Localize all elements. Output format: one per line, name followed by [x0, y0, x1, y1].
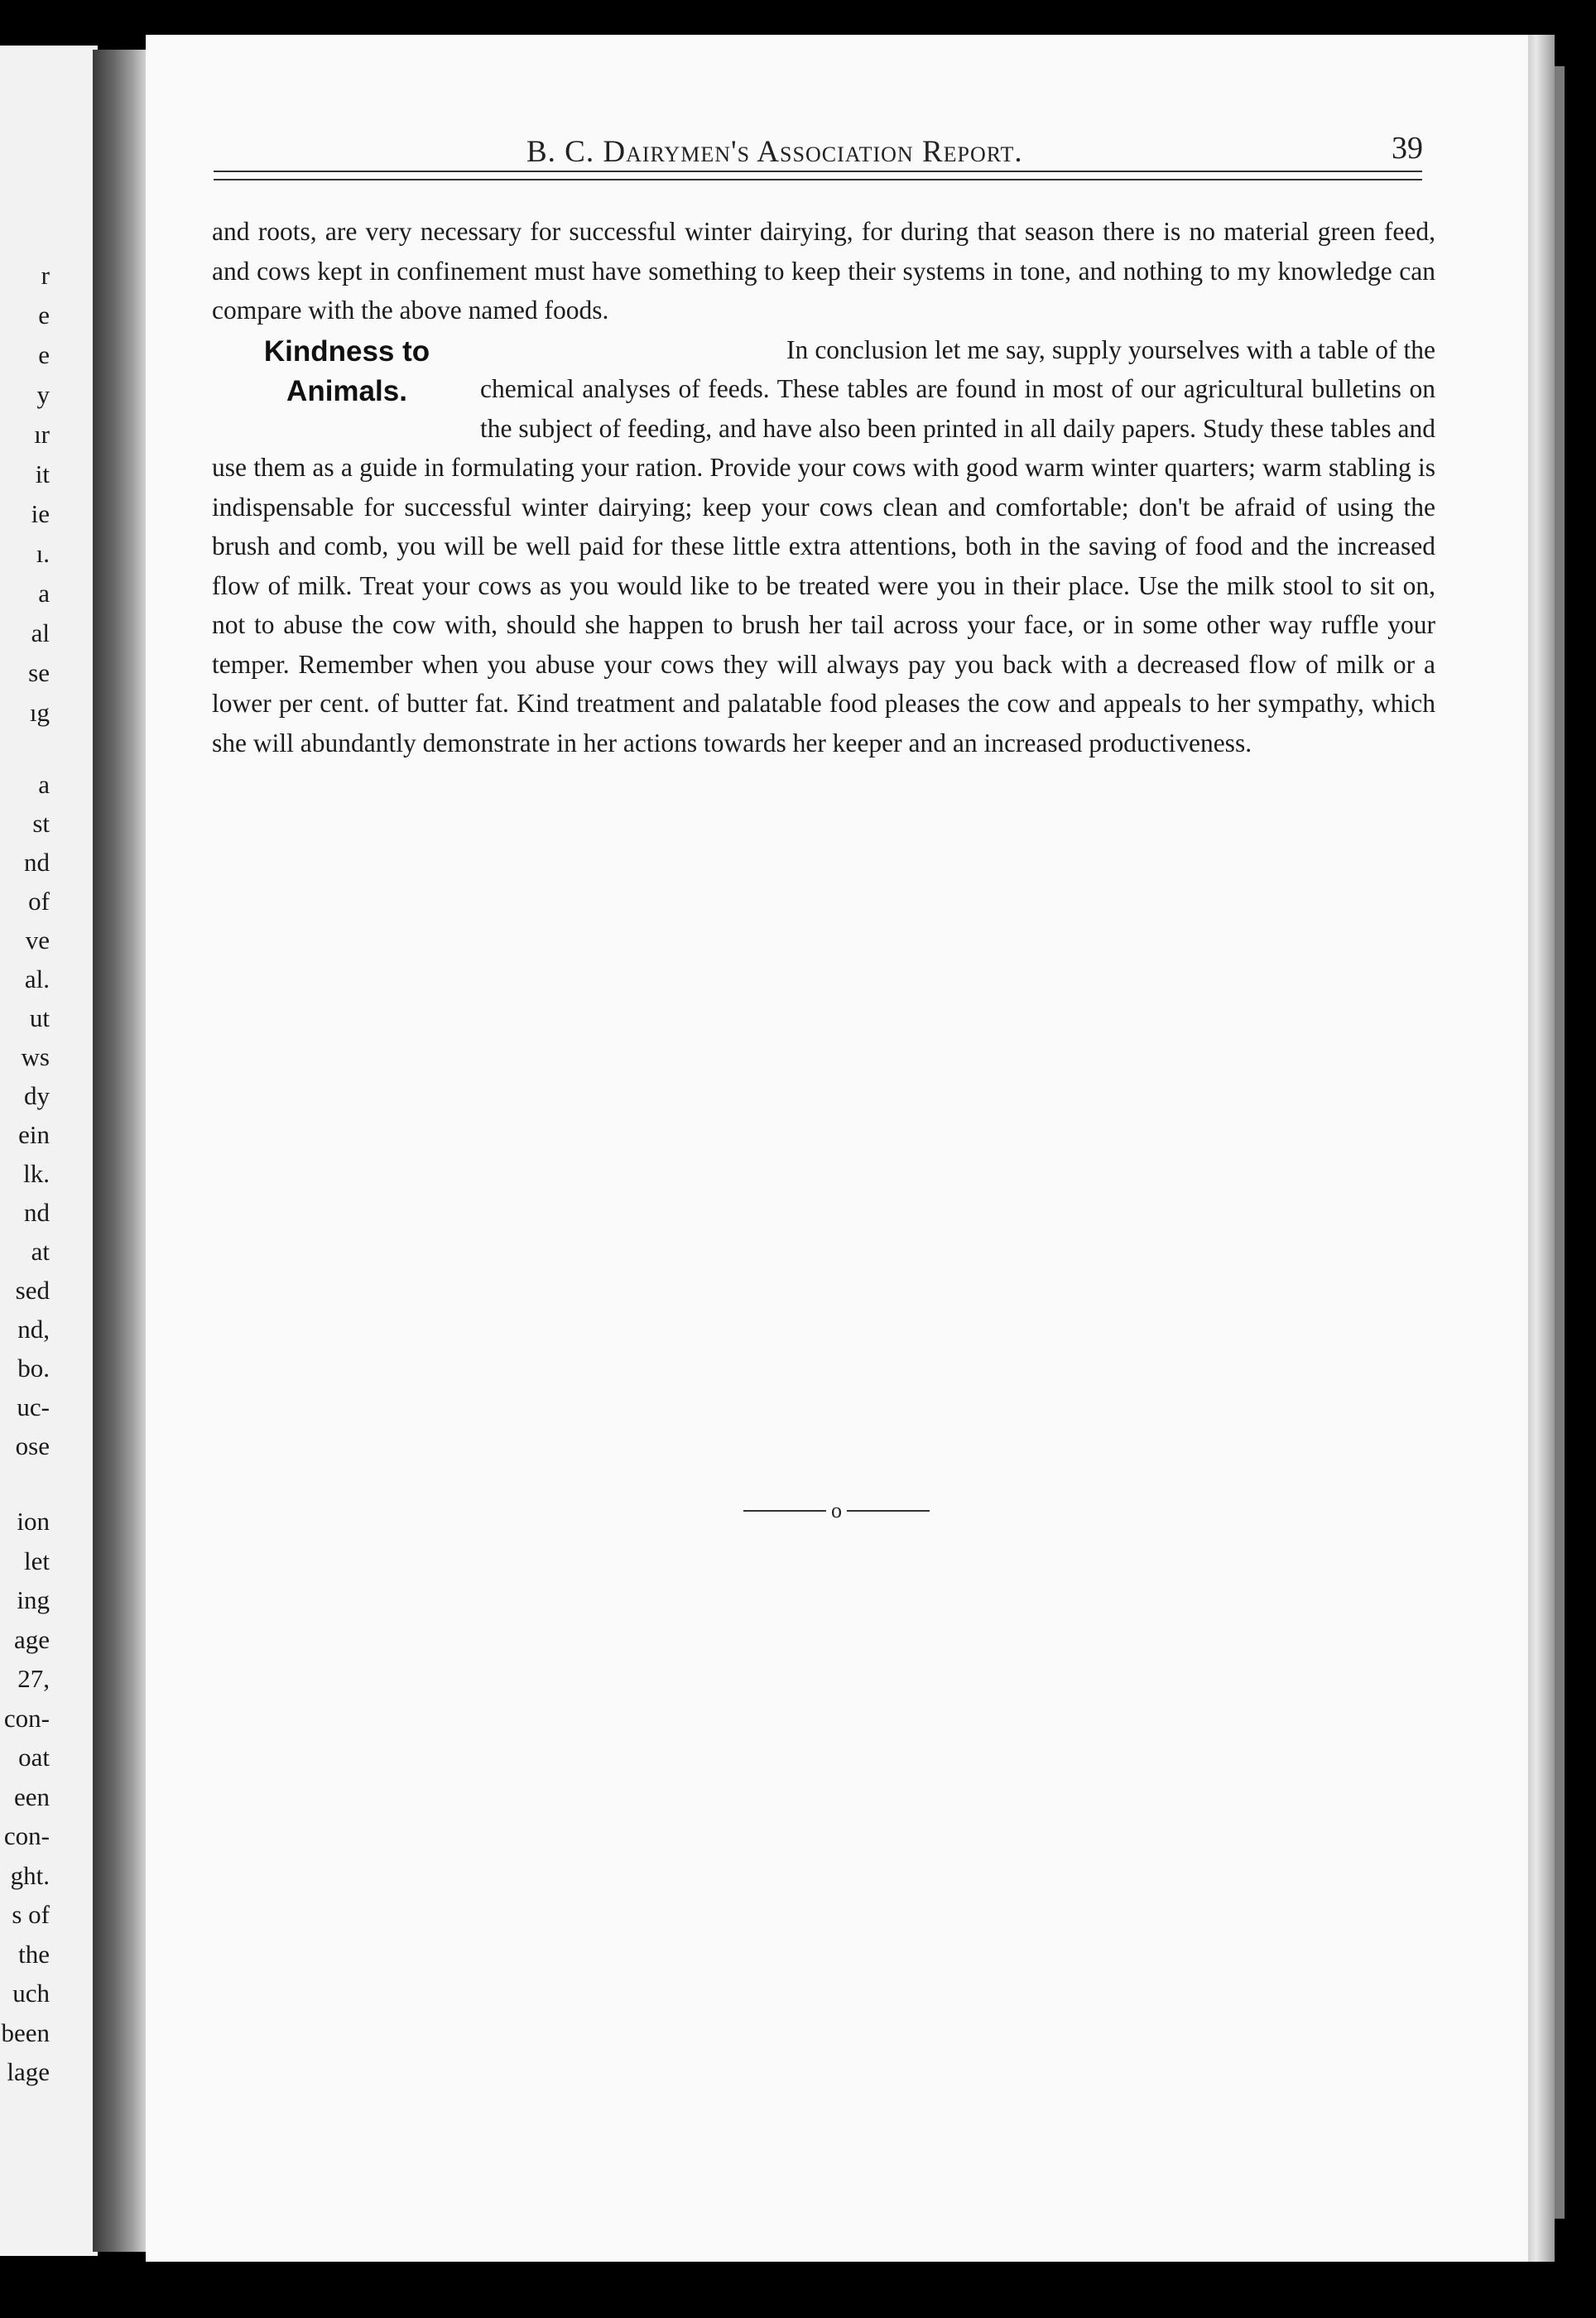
side-heading-line: Animals.: [286, 374, 407, 407]
facing-page-text-fragment: ie: [31, 499, 50, 528]
facing-page-text-fragment: r: [41, 261, 50, 290]
ornament-line: [847, 1510, 930, 1512]
section-ornament: [743, 1500, 930, 1522]
book-page: [146, 35, 1528, 2262]
facing-page-text-fragment: ion: [17, 1507, 50, 1536]
facing-page-text-fragment: uch: [12, 1979, 50, 2008]
facing-page-text-fragment: a: [38, 770, 50, 799]
facing-page-text-fragment: bo.: [17, 1354, 50, 1383]
facing-page-text-fragment: oat: [18, 1743, 50, 1772]
facing-page-text-fragment: lage: [7, 2057, 50, 2086]
page-edge: [1528, 35, 1555, 2262]
facing-page-text-fragment: s of: [12, 1900, 50, 1929]
facing-page-text-fragment: ut: [29, 1003, 50, 1032]
facing-page-text-fragment: it: [35, 459, 50, 488]
header-rule: [214, 171, 1422, 172]
facing-page-text-fragment: dy: [24, 1081, 50, 1110]
facing-page-text-fragment: nd: [24, 848, 50, 877]
paragraph: In conclusion let me say, supply yourselves with a table of the chemical analyses of feeds. These tables are found in most of our agricultural bulletins on the subject of feeding, and have also been printed in all daily papers. Study these tables and use them as a guide in formulating your ration. Provide your cows with good warm winter quarters; warm stabling is indispensable for successful winter dairying; keep your cows clean and comfortable; don't be afraid of using the brush and comb, you will be well paid for these little extra attentions, both in the saving of food and the increased flow of milk. Treat your cows as you would like to be treated were you in their place. Use the milk stool to sit on, not to abuse the cow with, should she happen to brush her tail across your face, or in some other way ruffle your temper. Remember when you abuse your cows they will always pay you back with a decreased flow of milk or a lower per cent. of butter fat. Kind treatment and palatable food pleases the cow and appeals to her sympathy, which she will abundantly demonstrate in her actions towards her keeper and an increased productiveness.: [212, 334, 1435, 757]
facing-page-text-fragment: ing: [17, 1585, 50, 1614]
facing-page-text-fragment: con-: [3, 1703, 50, 1733]
facing-page-text-fragment: ein: [18, 1120, 50, 1149]
facing-page-text-fragment: uc-: [17, 1392, 50, 1421]
body-text: [212, 212, 1435, 762]
facing-page-text-fragment: a: [38, 579, 50, 608]
facing-page-text-fragment: e: [38, 301, 50, 329]
facing-page-text-fragment: lk.: [23, 1159, 50, 1188]
facing-page-text-fragment: ı.: [36, 539, 50, 568]
facing-page-text-fragment: age: [13, 1624, 50, 1654]
header-rule: [214, 179, 1422, 180]
facing-page-text-fragment: ır: [34, 420, 50, 449]
facing-page-text-fragment: een: [13, 1782, 50, 1811]
facing-page-text-fragment: at: [31, 1237, 50, 1266]
side-heading: [240, 330, 454, 411]
facing-page-text-fragment: ve: [25, 926, 50, 955]
facing-page-text-fragment: been: [1, 2017, 50, 2047]
running-title: B. C. Dairymen's Association Report.: [526, 135, 1023, 169]
facing-page-edge: [0, 46, 98, 2256]
page-header: [146, 101, 1423, 176]
facing-page-text-fragment: al: [31, 618, 50, 647]
facing-page-text-fragment: ws: [21, 1042, 50, 1071]
page-number: 39: [1392, 131, 1423, 166]
facing-page-text-fragment: ıg: [29, 698, 50, 727]
facing-page-text-fragment: let: [24, 1546, 50, 1575]
book-gutter: [93, 50, 147, 2252]
facing-page-text-fragment: ose: [15, 1431, 50, 1460]
facing-page-text-fragment: ght.: [10, 1860, 50, 1890]
facing-page-text-fragment: e: [38, 340, 50, 369]
facing-page-text-fragment: the: [18, 1939, 50, 1969]
paragraph: and roots, are very necessary for successful winter dairying, for during that season there is no material green feed, and cows kept in confinement must have something to keep their systems in tone, and nothing to my knowledge can compare with the above named foods.: [212, 217, 1435, 325]
facing-page-text-fragment: nd: [24, 1198, 50, 1227]
ornament-mark: o: [831, 1498, 842, 1522]
facing-page-text-fragment: of: [28, 887, 50, 916]
facing-page-text-fragment: y: [36, 380, 50, 409]
side-heading-line: Kindness to: [263, 334, 430, 368]
facing-page-text-fragment: nd,: [17, 1315, 50, 1344]
facing-page-text-fragment: con-: [3, 1821, 50, 1850]
facing-page-text-fragment: st: [32, 809, 50, 838]
ornament-line: [743, 1510, 826, 1512]
page-edge-shadow: [1555, 66, 1565, 2219]
facing-page-text-fragment: 27,: [17, 1664, 50, 1693]
facing-page-text-fragment: sed: [15, 1276, 50, 1305]
facing-page-text-fragment: se: [28, 658, 50, 687]
facing-page-text-fragment: al.: [24, 964, 50, 993]
